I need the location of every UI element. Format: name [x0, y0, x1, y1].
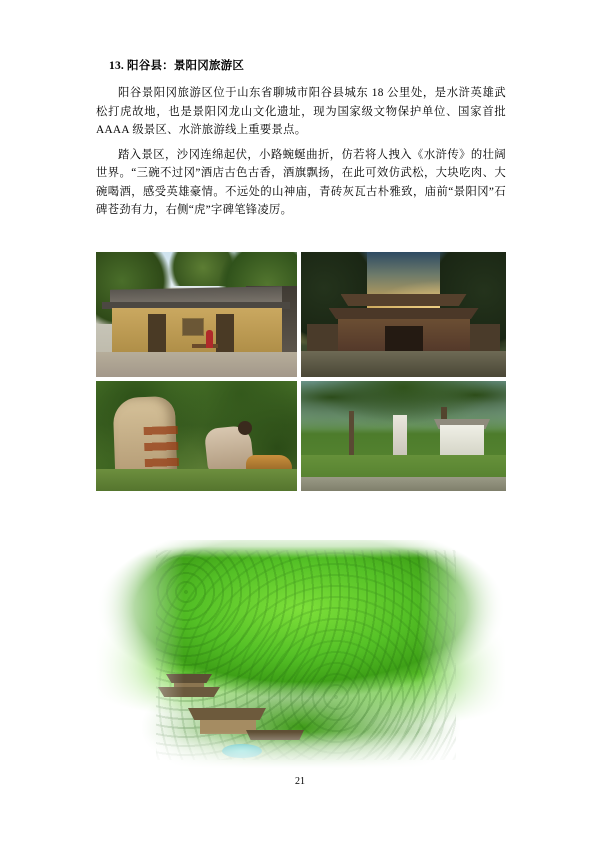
gate-doorway — [385, 326, 423, 352]
text-content — [96, 58, 506, 226]
photo-park-stele-pavilion — [301, 381, 506, 491]
temple-hall-roof — [188, 708, 266, 720]
bottom-fade — [96, 732, 506, 768]
window — [182, 318, 204, 336]
page-title: 13. 阳谷县：景阳冈旅游区 — [109, 60, 245, 72]
walking-path — [301, 477, 506, 491]
photo-row-1 — [96, 252, 506, 377]
gate-lower-roof — [329, 308, 479, 319]
paragraph-2: 踏入景区，沙冈连绵起伏，小路蜿蜒曲折，仿若将人拽入《水浒传》的壮阔世界。“三碗不过冈”酒店古色古香，酒旗飘扬，在此可效仿武松，大块吃肉、大碗喝酒，感受英雄豪情。不远处的山神庙，青砖灰瓦古朴雅致，庙前“景阳冈”石碑苍劲有力，右侧“虎”字碑笔锋凌厉。 — [96, 149, 506, 217]
photo-courtyard-inn — [96, 252, 297, 377]
statue-head — [238, 421, 252, 435]
plaza-ground — [301, 351, 506, 377]
page-number: 21 — [295, 776, 305, 787]
courtyard-ground — [96, 352, 297, 377]
gate-upper-roof — [341, 294, 467, 306]
door — [148, 314, 166, 352]
photo-stone-stele-tiger-statue — [96, 381, 297, 491]
photo-aerial-green-forest-pagoda — [96, 532, 506, 768]
grass-ground — [96, 469, 297, 491]
photo-temple-gate-sunset — [301, 252, 506, 377]
person-figure — [206, 330, 213, 348]
photo-aerial-wrapper — [96, 532, 506, 768]
inscribed-stone — [113, 396, 178, 480]
photo-grid — [96, 252, 506, 495]
pavilion-body — [440, 425, 484, 459]
door — [216, 314, 234, 352]
photo-row-2 — [96, 381, 506, 491]
paragraph-1: 阳谷景阳冈旅游区位于山东省聊城市阳谷县城东 18 公里处，是水浒英雄武松打虎故地，也是景阳冈龙山文化遗址，现为国家级文物保护单位、国家首批 AAAA 级景区、水浒旅游线上重要景点。 — [96, 87, 506, 136]
table-furniture — [192, 344, 218, 348]
